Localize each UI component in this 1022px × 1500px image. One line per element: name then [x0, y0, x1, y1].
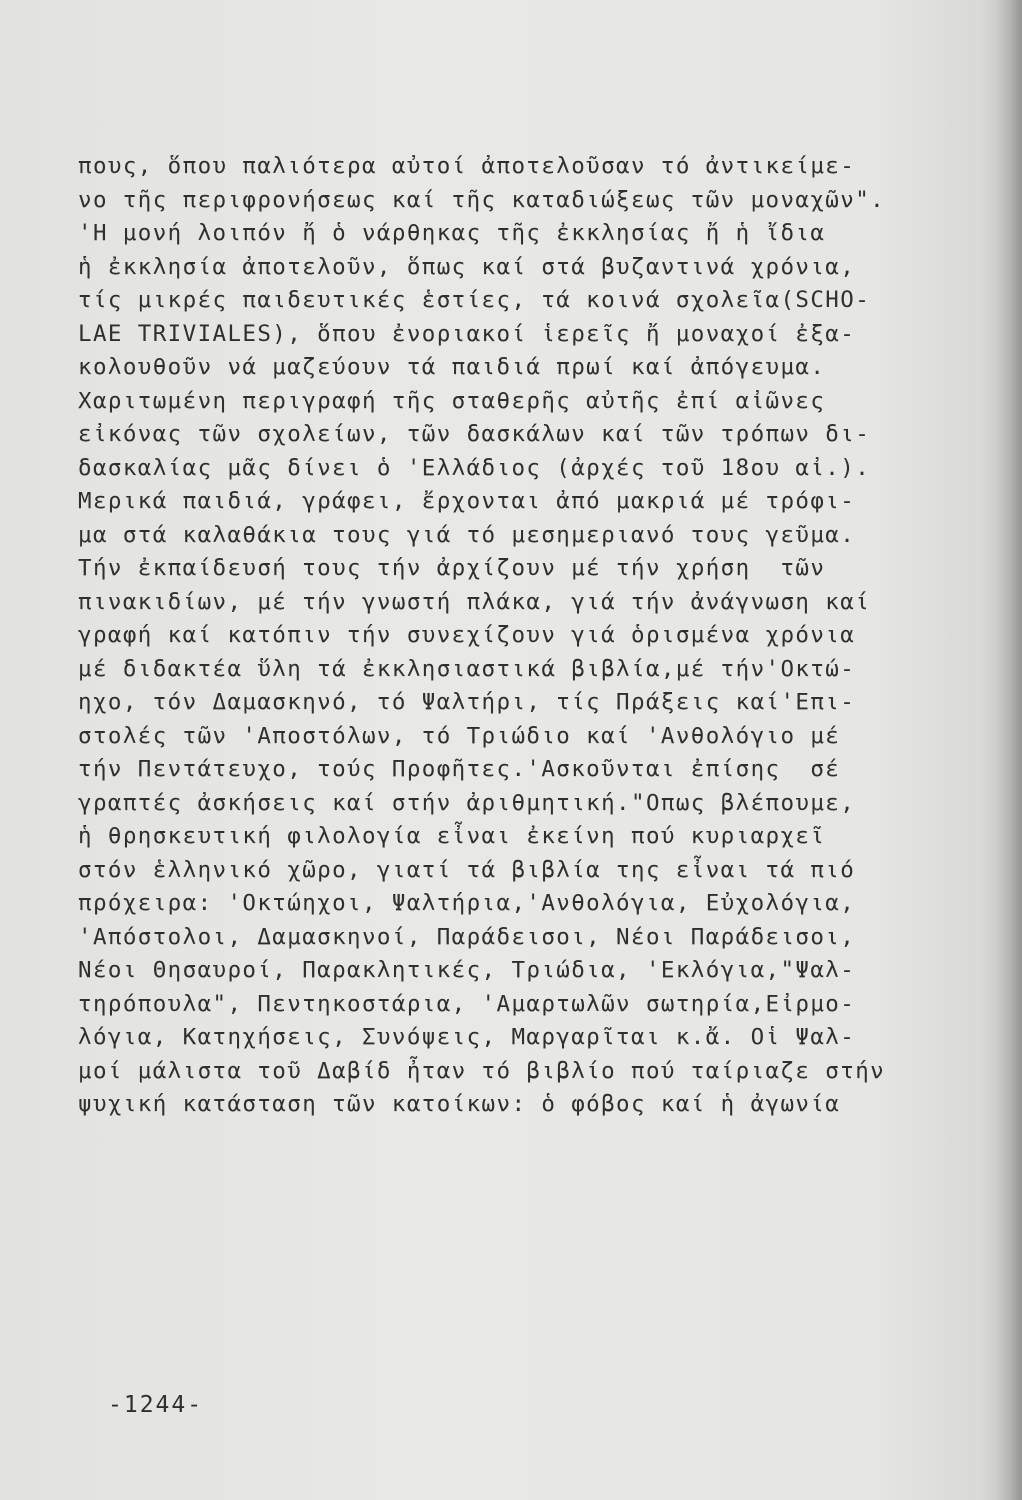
- text-line-11: Μερικά παιδιά, γράφει, ἔρχονται ἀπό μακριά μέ τρόφι-: [78, 488, 856, 514]
- text-line-2: νο τῆς περιφρονήσεως καί τῆς καταδιώξεως τῶν μοναχῶν".: [78, 186, 886, 213]
- text-line-12: μα στά καλαθάκια τους γιά τό μεσημεριανό τους γεῦμα.: [78, 521, 856, 548]
- text-line-21: ἡ θρησκευτική φιλολογία εἶναι ἐκείνη πού κυριαρχεῖ: [78, 823, 826, 849]
- text-line-3: 'Η μονή λοιπόν ἤ ὁ νάρθηκας τῆς ἐκκλησίας ἤ ἡ ἴδια: [78, 220, 826, 246]
- body-text: [78, 150, 958, 1122]
- text-line-20: γραπτές ἀσκήσεις καί στήν ἀριθμητική."Οπως βλέπουμε,: [78, 789, 856, 816]
- text-line-24: 'Απόστολοι, Δαμασκηνοί, Παράδεισοι, Νέοι Παράδεισοι,: [78, 923, 856, 950]
- text-line-27: λόγια, Κατηχήσεις, Συνόψεις, Μαργαρῖται κ.ἄ. Οἱ Ψαλ-: [78, 1024, 856, 1050]
- text-line-4: ἡ ἐκκλησία ἀποτελοῦν, ὅπως καί στά βυζαντινά χρόνια,: [78, 253, 856, 280]
- text-line-19: τήν Πεντάτευχο, τούς Προφῆτες.'Ασκοῦνται ἐπίσης σέ: [78, 756, 841, 782]
- text-line-14: πινακιδίων, μέ τήν γνωστή πλάκα, γιά τήν ἀνάγνωση καί: [78, 588, 871, 615]
- text-line-22: στόν ἑλληνικό χῶρο, γιατί τά βιβλία της εἶναι τά πιό: [78, 856, 856, 883]
- text-line-6: LAE TRIVIALES), ὅπου ἐνοριακοί ἱερεῖς ἤ μοναχοί ἐξα-: [78, 320, 856, 347]
- binding-shadow: [996, 0, 1022, 1500]
- text-line-26: τηρόπουλα", Πεντηκοστάρια, 'Αμαρτωλῶν σωτηρία,Εἰρμο-: [78, 990, 856, 1017]
- text-line-8: Χαριτωμένη περιγραφή τῆς σταθερῆς αὐτῆς ἐπί αἰῶνες: [78, 387, 826, 414]
- text-line-9: εἰκόνας τῶν σχολείων, τῶν δασκάλων καί τῶν τρόπων δι-: [78, 421, 871, 447]
- text-line-25: Νέοι Θησαυροί, Παρακλητικές, Τριώδια, 'Εκλόγια,"Ψαλ-: [78, 957, 856, 983]
- text-line-29: ψυχική κατάσταση τῶν κατοίκων: ὁ φόβος καί ἡ ἀγωνία: [78, 1091, 841, 1117]
- text-line-13: Τήν ἐκπαίδευσή τους τήν ἀρχίζουν μέ τήν χρήση τῶν: [78, 555, 826, 581]
- text-line-15: γραφή καί κατόπιν τήν συνεχίζουν γιά ὁρισμένα χρόνια: [78, 622, 856, 648]
- text-line-16: μέ διδακτέα ὕλη τά ἐκκλησιαστικά βιβλία,μέ τήν'Οκτώ-: [78, 655, 856, 682]
- text-line-7: κολουθοῦν νά μαζεύουν τά παιδιά πρωί καί ἀπόγευμα.: [78, 354, 826, 380]
- page-number: -1244-: [108, 1392, 204, 1418]
- text-line-23: πρόχειρα: 'Οκτώηχοι, Ψαλτήρια,'Ανθολόγια, Εὐχολόγια,: [78, 890, 856, 916]
- text-line-18: στολές τῶν 'Αποστόλων, τό Τριώδιο καί 'Ανθολόγιο μέ: [78, 722, 841, 749]
- text-line-28: μοί μάλιστα τοῦ Δαβίδ ἦταν τό βιβλίο πού ταίριαζε στήν: [78, 1057, 886, 1084]
- text-line-10: δασκαλίας μᾶς δίνει ὁ 'Ελλάδιος (ἀρχές τοῦ 18ου αἰ.).: [78, 454, 871, 481]
- text-line-17: ηχο, τόν Δαμασκηνό, τό Ψαλτήρι, τίς Πράξεις καί'Επι-: [78, 689, 856, 715]
- text-line-1: πους, ὅπου παλιότερα αὐτοί ἀποτελοῦσαν τό ἀντικείμε-: [78, 153, 856, 179]
- text-line-5: τίς μικρές παιδευτικές ἑστίες, τά κοινά σχολεῖα(SCHO-: [78, 287, 871, 313]
